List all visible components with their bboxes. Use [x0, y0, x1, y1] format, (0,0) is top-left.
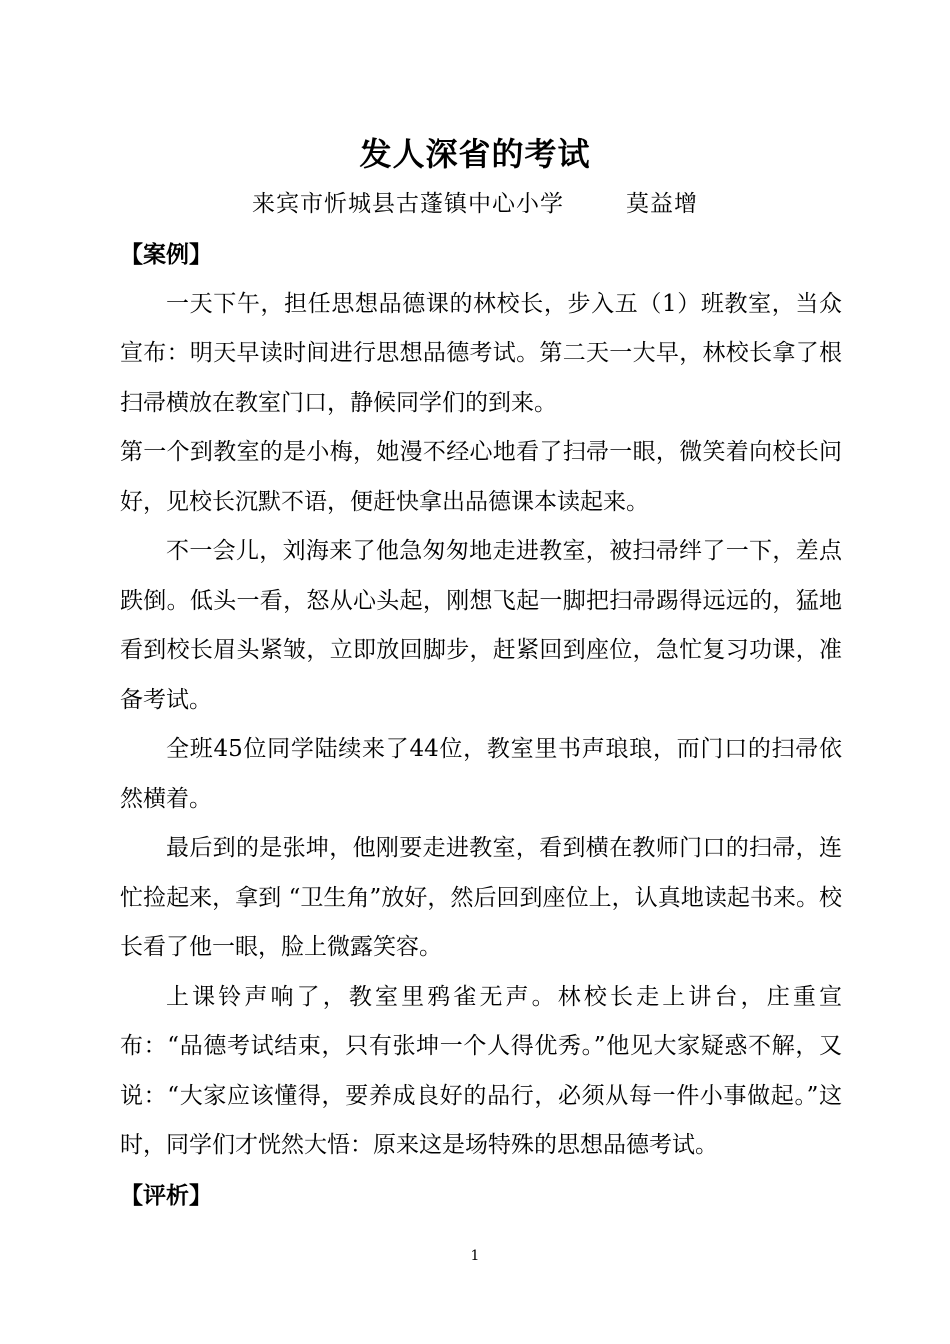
- author-name: 莫益增: [626, 191, 698, 217]
- section-heading-analysis: 【评析】: [120, 1181, 212, 1209]
- author-school: 来宾市忻城县古蓬镇中心小学: [252, 191, 564, 217]
- document-body: [120, 230, 842, 1220]
- document-title: 发人深省的考试: [359, 135, 591, 173]
- page-number: 1: [470, 1248, 480, 1264]
- paragraph-1: 一天下午，担任思想品德课的林校长，步入五（1）班教室，当众宣布：明天早读时间进行思想品德考试。第二天一大早，林校长拿了根扫帚横放在教室门口，静候同学们的到来。: [120, 290, 842, 416]
- paragraph-6: 上课铃声响了，教室里鸦雀无声。林校长走上讲台，庄重宣布：“品德考试结束，只有张坤一个人得优秀。”他见大家疑惑不解，又说：“大家应该懂得，要养成良好的品行，必须从每一件小事做起。”这时，同学们才恍然大悟：原来这是场特殊的思想品德考试。: [120, 983, 842, 1158]
- paragraph-3: 不一会儿，刘海来了他急匆匆地走进教室，被扫帚绊了一下，差点跌倒。低头一看，怒从心头起，刚想飞起一脚把扫帚踢得远远的，猛地看到校长眉头紧皱，立即放回脚步，赶紧回到座位，急忙复习功课，准备考试。: [120, 538, 842, 713]
- paragraph-5: 最后到的是张坤，他刚要走进教室，看到横在教师门口的扫帚，连忙捡起来，拿到 “卫生角”放好，然后回到座位上，认真地读起书来。校长看了他一眼，脸上微露笑容。: [120, 835, 842, 960]
- paragraph-4: 全班45位同学陆续来了44位，教室里书声琅琅，而门口的扫帚依然横着。: [120, 736, 842, 812]
- paragraph-2: 第一个到教室的是小梅，她漫不经心地看了扫帚一眼，微笑着向校长问好，见校长沉默不语，便赶快拿出品德课本读起来。: [120, 439, 842, 515]
- author-byline: [0, 186, 950, 222]
- section-heading-case: 【案例】: [120, 241, 212, 268]
